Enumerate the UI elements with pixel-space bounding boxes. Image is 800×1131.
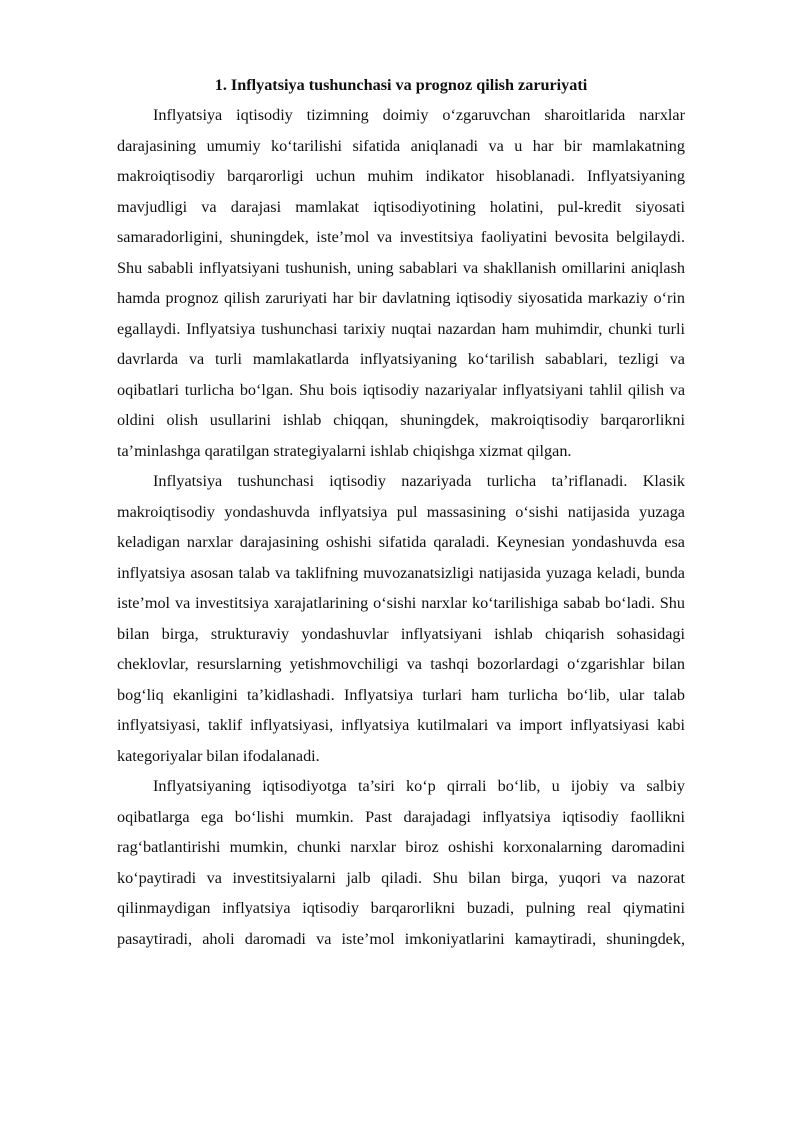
paragraph: Inflyatsiyaning iqtisodiyotga ta’siri ko‘p qirrali bo‘lib, u ijobiy va salbiy oqibatlarga ega bo‘lishi mumkin. Past darajadagi inflyatsiya iqtisodiy faollikni rag‘batlantirishi mumkin, chunki narxlar biroz oshishi korxonalarning daromadini ko‘paytiradi va investitsiyalarni jalb qiladi. Shu bilan birga, yuqori va nazorat qilinmaydigan inflyatsiya iqtisodiy barqarorlikni buzadi, pulning real qiymatini pasaytiradi, aholi daromadi va iste’mol imkoniyatlarini kamaytiradi, shuningdek, — [117, 777, 685, 948]
section-title: 1. Inflyatsiya tushunchasi va prognoz qilish zaruriyati — [214, 76, 588, 94]
paragraph: Inflyatsiya tushunchasi iqtisodiy nazariyada turlicha ta’riflanadi. Klasik makroiqtisodiy yondashuvda inflyatsiya pul massasining o‘sishi natijasida yuzaga keladigan narxlar darajasining oshishi sifatida qaraladi. Keynesian yondashuvda esa inflyatsiya asosan talab va taklifning muvozanatsizligi natijasida yuzaga keladi, bunda iste’mol va investitsiya xarajatlarining o‘sishi narxlar ko‘tarilishiga sabab bo‘ladi. Shu bilan birga, strukturaviy yondashuvlar inflyatsiyani ishlab chiqarish sohasidagi cheklovlar, resurslarning yetishmovchiligi va tashqi bozorlardagi o‘zgarishlar bilan bog‘liq ekanligini ta’kidlashadi. Inflyatsiya turlari ham turlicha bo‘lib, ular talab inflyatsiyasi, taklif inflyatsiyasi, inflyatsiya kutilmalari va import inflyatsiyasi kabi kategoriyalar bilan ifodalanadi. — [117, 472, 685, 765]
document-body — [117, 70, 685, 954]
paragraph: Inflyatsiya iqtisodiy tizimning doimiy o‘zgaruvchan sharoitlarida narxlar darajasining umumiy ko‘tarilishi sifatida aniqlanadi va u har bir mamlakatning makroiqtisodiy barqarorligi uchun muhim indikator hisoblanadi. Inflyatsiyaning mavjudligi va darajasi mamlakat iqtisodiyotining holatini, pul-kredit siyosati samaradorligini, shuningdek, iste’mol va investitsiya faoliyatini bevosita belgilaydi. Shu sababli inflyatsiyani tushunish, uning sabablari va shakllanish omillarini aniqlash hamda prognoz qilish zaruriyati har bir davlatning iqtisodiy siyosatida markaziy o‘rin egallaydi. Inflyatsiya tushunchasi tarixiy nuqtai nazardan ham muhimdir, chunki turli davrlarda va turli mamlakatlarda inflyatsiyaning ko‘tarilish sabablari, tezligi va oqibatlari turlicha bo‘lgan. Shu bois iqtisodiy nazariyalar inflyatsiyani tahlil qilish va oldini olish usullarini ishlab chiqqan, shuningdek, makroiqtisodiy barqarorlikni ta’minlashga qaratilgan strategiyalarni ishlab chiqishga xizmat qilgan. — [117, 106, 685, 460]
